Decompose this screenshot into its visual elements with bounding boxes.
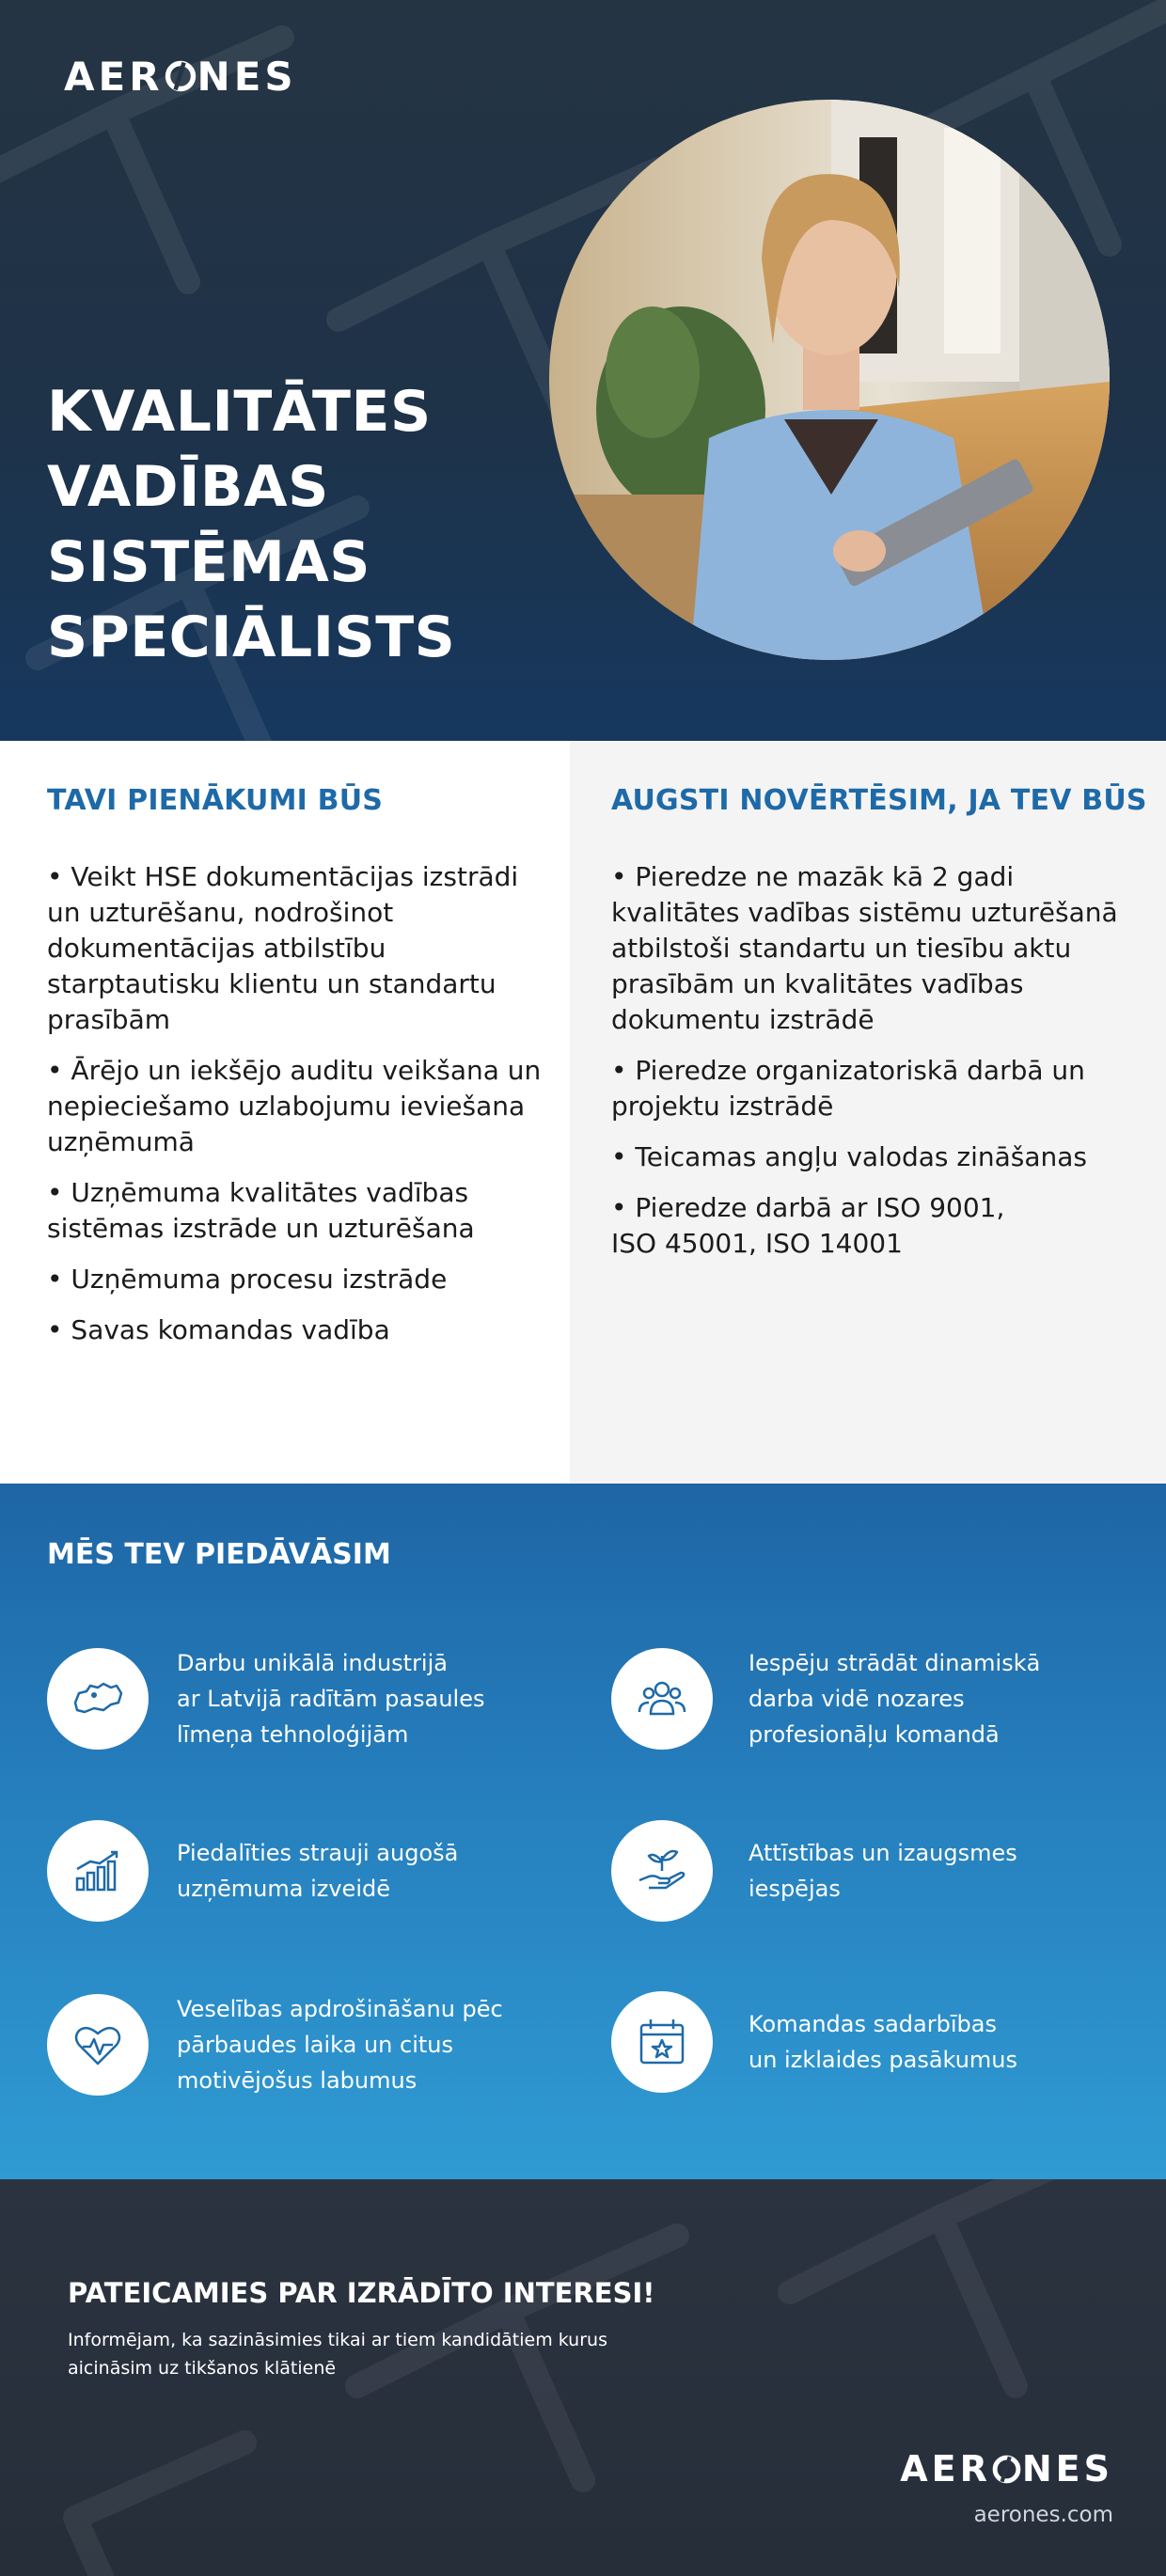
benefit-text: Darbu unikālā industrijā ar Latvijā radītām pasaules līmeņa tehnoloģijām — [177, 1650, 485, 1748]
requirements-section — [0, 741, 1166, 1484]
footer-section — [0, 2179, 1166, 2576]
latvia-map-icon — [47, 1648, 149, 1750]
aerones-logo-footer[interactable] — [900, 2448, 1113, 2490]
list-item: • Savas komandas vadība — [47, 1314, 390, 1345]
hand-plant-icon — [611, 1820, 713, 1922]
job-title-line: KVALITĀTES — [47, 379, 432, 445]
valued-list — [611, 859, 1138, 1277]
list-item: • Pieredze organizatoriskā darbā un projektu izstrādē — [611, 1055, 1085, 1122]
benefits-section — [0, 1484, 1166, 2179]
benefit-item — [47, 1820, 458, 1922]
job-title-line: SISTĒMAS — [47, 529, 371, 595]
aerones-logo[interactable] — [64, 53, 297, 100]
benefit-item — [611, 1991, 1017, 2093]
valued-column — [570, 741, 1166, 1484]
benefits-heading: MĒS TEV PIEDĀVĀSIM — [47, 1538, 391, 1571]
benefit-text: Iespēju strādāt dinamiskā darba vidē nozares profesionāļu komandā — [748, 1650, 1041, 1748]
benefit-item — [47, 1645, 484, 1752]
benefit-item — [47, 1991, 503, 2098]
heart-pulse-icon — [47, 1994, 149, 2096]
calendar-star-icon — [611, 1991, 713, 2093]
list-item: • Pieredze darbā ar ISO 9001, ISO 45001, ISO 14001 — [611, 1192, 1005, 1259]
duties-column — [0, 741, 570, 1484]
list-item: • Uzņēmuma procesu izstrāde — [47, 1264, 448, 1295]
benefit-text: Komandas sadarbības un izklaides pasākumus — [748, 2011, 1018, 2073]
duties-heading: TAVI PIENĀKUMI BŪS — [47, 784, 384, 817]
hero-section — [0, 0, 1166, 741]
duties-list — [47, 859, 545, 1363]
thanks-note: Informējam, ka sazināsimies tikai ar tiem kandidātiem kurus aicināsim uz tikšanos klātienē — [68, 2330, 607, 2379]
logo-o-mark-icon — [164, 59, 197, 93]
list-item: • Uzņēmuma kvalitātes vadības sistēmas izstrāde un uzturēšana — [47, 1177, 475, 1244]
logo-text-left: AER — [64, 53, 164, 100]
logo-o-mark-icon — [991, 2454, 1022, 2485]
logo-text-left: AER — [900, 2448, 991, 2490]
woman-with-laptop-photo — [549, 100, 1110, 660]
thanks-heading: PATEICAMIES PAR IZRĀDĪTO INTERESI! — [68, 2277, 655, 2309]
logo-text-right: NES — [197, 53, 297, 100]
list-item: • Veikt HSE dokumentācijas izstrādi un uzturēšanu, nodrošinot dokumentācijas atbilstību starptautisku klientu un standartu prasībām — [47, 861, 519, 1035]
growth-chart-icon — [47, 1820, 149, 1922]
job-title — [47, 374, 536, 675]
valued-heading: AUGSTI NOVĒRTĒSIM, JA TEV BŪS — [611, 784, 1147, 817]
team-icon — [611, 1648, 713, 1750]
benefit-text: Attīstības un izaugsmes iespējas — [748, 1840, 1017, 1902]
benefit-item — [611, 1820, 1017, 1922]
benefit-item — [611, 1645, 1040, 1752]
benefit-text: Piedalīties strauji augošā uzņēmuma izveidē — [177, 1840, 459, 1902]
list-item: • Pieredze ne mazāk kā 2 gadi kvalitātes vadības sistēmu uzturēšanā atbilstoši standartu un tiesību aktu prasībām un kvalitātes vadības dokumentu izstrādē — [611, 861, 1118, 1035]
list-item: • Ārējo un iekšējo auditu veikšana un nepieciešamo uzlabojumu ieviešana uzņēmumā — [47, 1055, 542, 1157]
list-item: • Teicamas angļu valodas zināšanas — [611, 1141, 1088, 1172]
job-title-line: SPECIĀLISTS — [47, 605, 456, 670]
benefit-text: Veselības apdrošināšanu pēc pārbaudes laika un citus motivējošus labumus — [177, 1996, 503, 2094]
website-link[interactable]: aerones.com — [973, 2503, 1113, 2527]
photo-illustration — [549, 100, 1110, 660]
job-title-line: VADĪBAS — [47, 454, 329, 520]
logo-text-right: NES — [1021, 2448, 1113, 2490]
